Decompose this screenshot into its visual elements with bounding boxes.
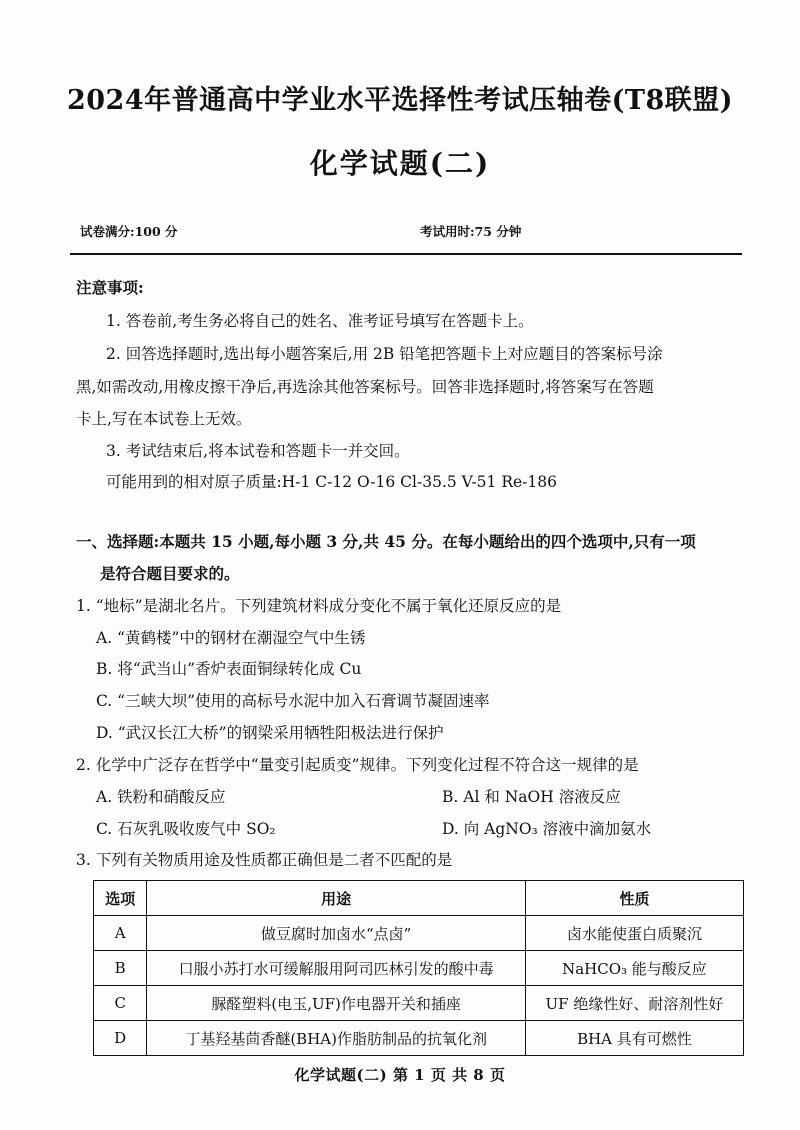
section-heading: 一、选择题:本题共 15 小题,每小题 3 分,共 45 分。在每小题给出的四个选项中,只有一项: [76, 532, 696, 551]
table-cell: B: [94, 951, 147, 986]
table-cell: 做豆腐时加卤水“点卤”: [147, 916, 526, 951]
table-header-row: [94, 881, 744, 916]
q2-option-d: D. 向 AgNO₃ 溶液中滴加氨水: [442, 820, 652, 838]
notice-item-2: 2. 回答选择题时,选出每小题答案后,用 2B 铅笔把答题卡上对应题目的答案标号涂: [106, 345, 663, 363]
header-divider: [70, 253, 742, 255]
q2-option-b: B. Al 和 NaOH 溶液反应: [442, 788, 621, 806]
notice-item-2-end: 卡上,写在本试卷上无效。: [76, 410, 252, 428]
table-cell: BHA 具有可燃性: [525, 1021, 743, 1056]
q2-option-a: A. 铁粉和硝酸反应: [96, 788, 226, 806]
table-cell: 卤水能使蛋白质聚沉: [525, 916, 743, 951]
q3-table: [93, 880, 744, 1056]
table-cell: 口服小苏打水可缓解服用阿司匹林引发的酸中毒: [147, 951, 526, 986]
q2-stem: 2. 化学中广泛存在哲学中“量变引起质变”规律。下列变化过程不符合这一规律的是: [76, 756, 639, 774]
atomic-masses: 可能用到的相对原子质量:H-1 C-12 O-16 Cl-35.5 V-51 Re-186: [106, 473, 557, 491]
exam-time: 考试用时:75 分钟: [420, 224, 522, 239]
table-cell: C: [94, 986, 147, 1021]
exam-subtitle: 化学试题(二): [309, 147, 491, 180]
table-row: [94, 986, 744, 1021]
table-row: [94, 951, 744, 986]
table-cell: NaHCO₃ 能与酸反应: [525, 951, 743, 986]
table-cell: 丁基羟基茴香醚(BHA)作脂肪制品的抗氧化剂: [147, 1021, 526, 1056]
q1-option-c: C. “三峡大坝”使用的高标号水泥中加入石膏调节凝固速率: [96, 692, 490, 710]
q2-option-c: C. 石灰乳吸收废气中 SO₂: [96, 820, 276, 838]
table-row: [94, 916, 744, 951]
q3-stem: 3. 下列有关物质用途及性质都正确但是二者不匹配的是: [76, 851, 453, 869]
exam-title: 2024年普通高中学业水平选择性考试压轴卷(T8联盟): [66, 85, 734, 116]
table-row: [94, 1021, 744, 1056]
table-cell: A: [94, 916, 147, 951]
table-cell: D: [94, 1021, 147, 1056]
q1-option-d: D. “武汉长江大桥”的钢梁采用牺牲阳极法进行保护: [96, 724, 444, 742]
full-score: 试卷满分:100 分: [80, 224, 178, 239]
q1-stem: 1. “地标”是湖北名片。下列建筑材料成分变化不属于氧化还原反应的是: [76, 597, 562, 615]
notice-item-3: 3. 考试结束后,将本试卷和答题卡一并交回。: [106, 442, 410, 460]
section-heading-cont: 是符合题目要求的。: [100, 564, 240, 583]
table-cell: UF 绝缘性好、耐溶剂性好: [525, 986, 743, 1021]
table-header: 性质: [525, 881, 743, 916]
q1-option-a: A. “黄鹤楼”中的钢材在潮湿空气中生锈: [96, 629, 366, 647]
notice-item-1: 1. 答卷前,考生务必将自己的姓名、准考证号填写在答题卡上。: [106, 312, 534, 330]
page-footer: 化学试题(二) 第 1 页 共 8 页: [294, 1066, 506, 1084]
q1-option-b: B. 将“武当山”香炉表面铜绿转化成 Cu: [96, 660, 362, 678]
table-header: 选项: [94, 881, 147, 916]
table-cell: 脲醛塑料(电玉,UF)作电器开关和插座: [147, 986, 526, 1021]
notice-item-2-cont: 黑,如需改动,用橡皮擦干净后,再选涂其他答案标号。回答非选择题时,将答案写在答题: [76, 378, 654, 396]
notice-heading: 注意事项:: [76, 278, 144, 297]
table-header: 用途: [147, 881, 526, 916]
